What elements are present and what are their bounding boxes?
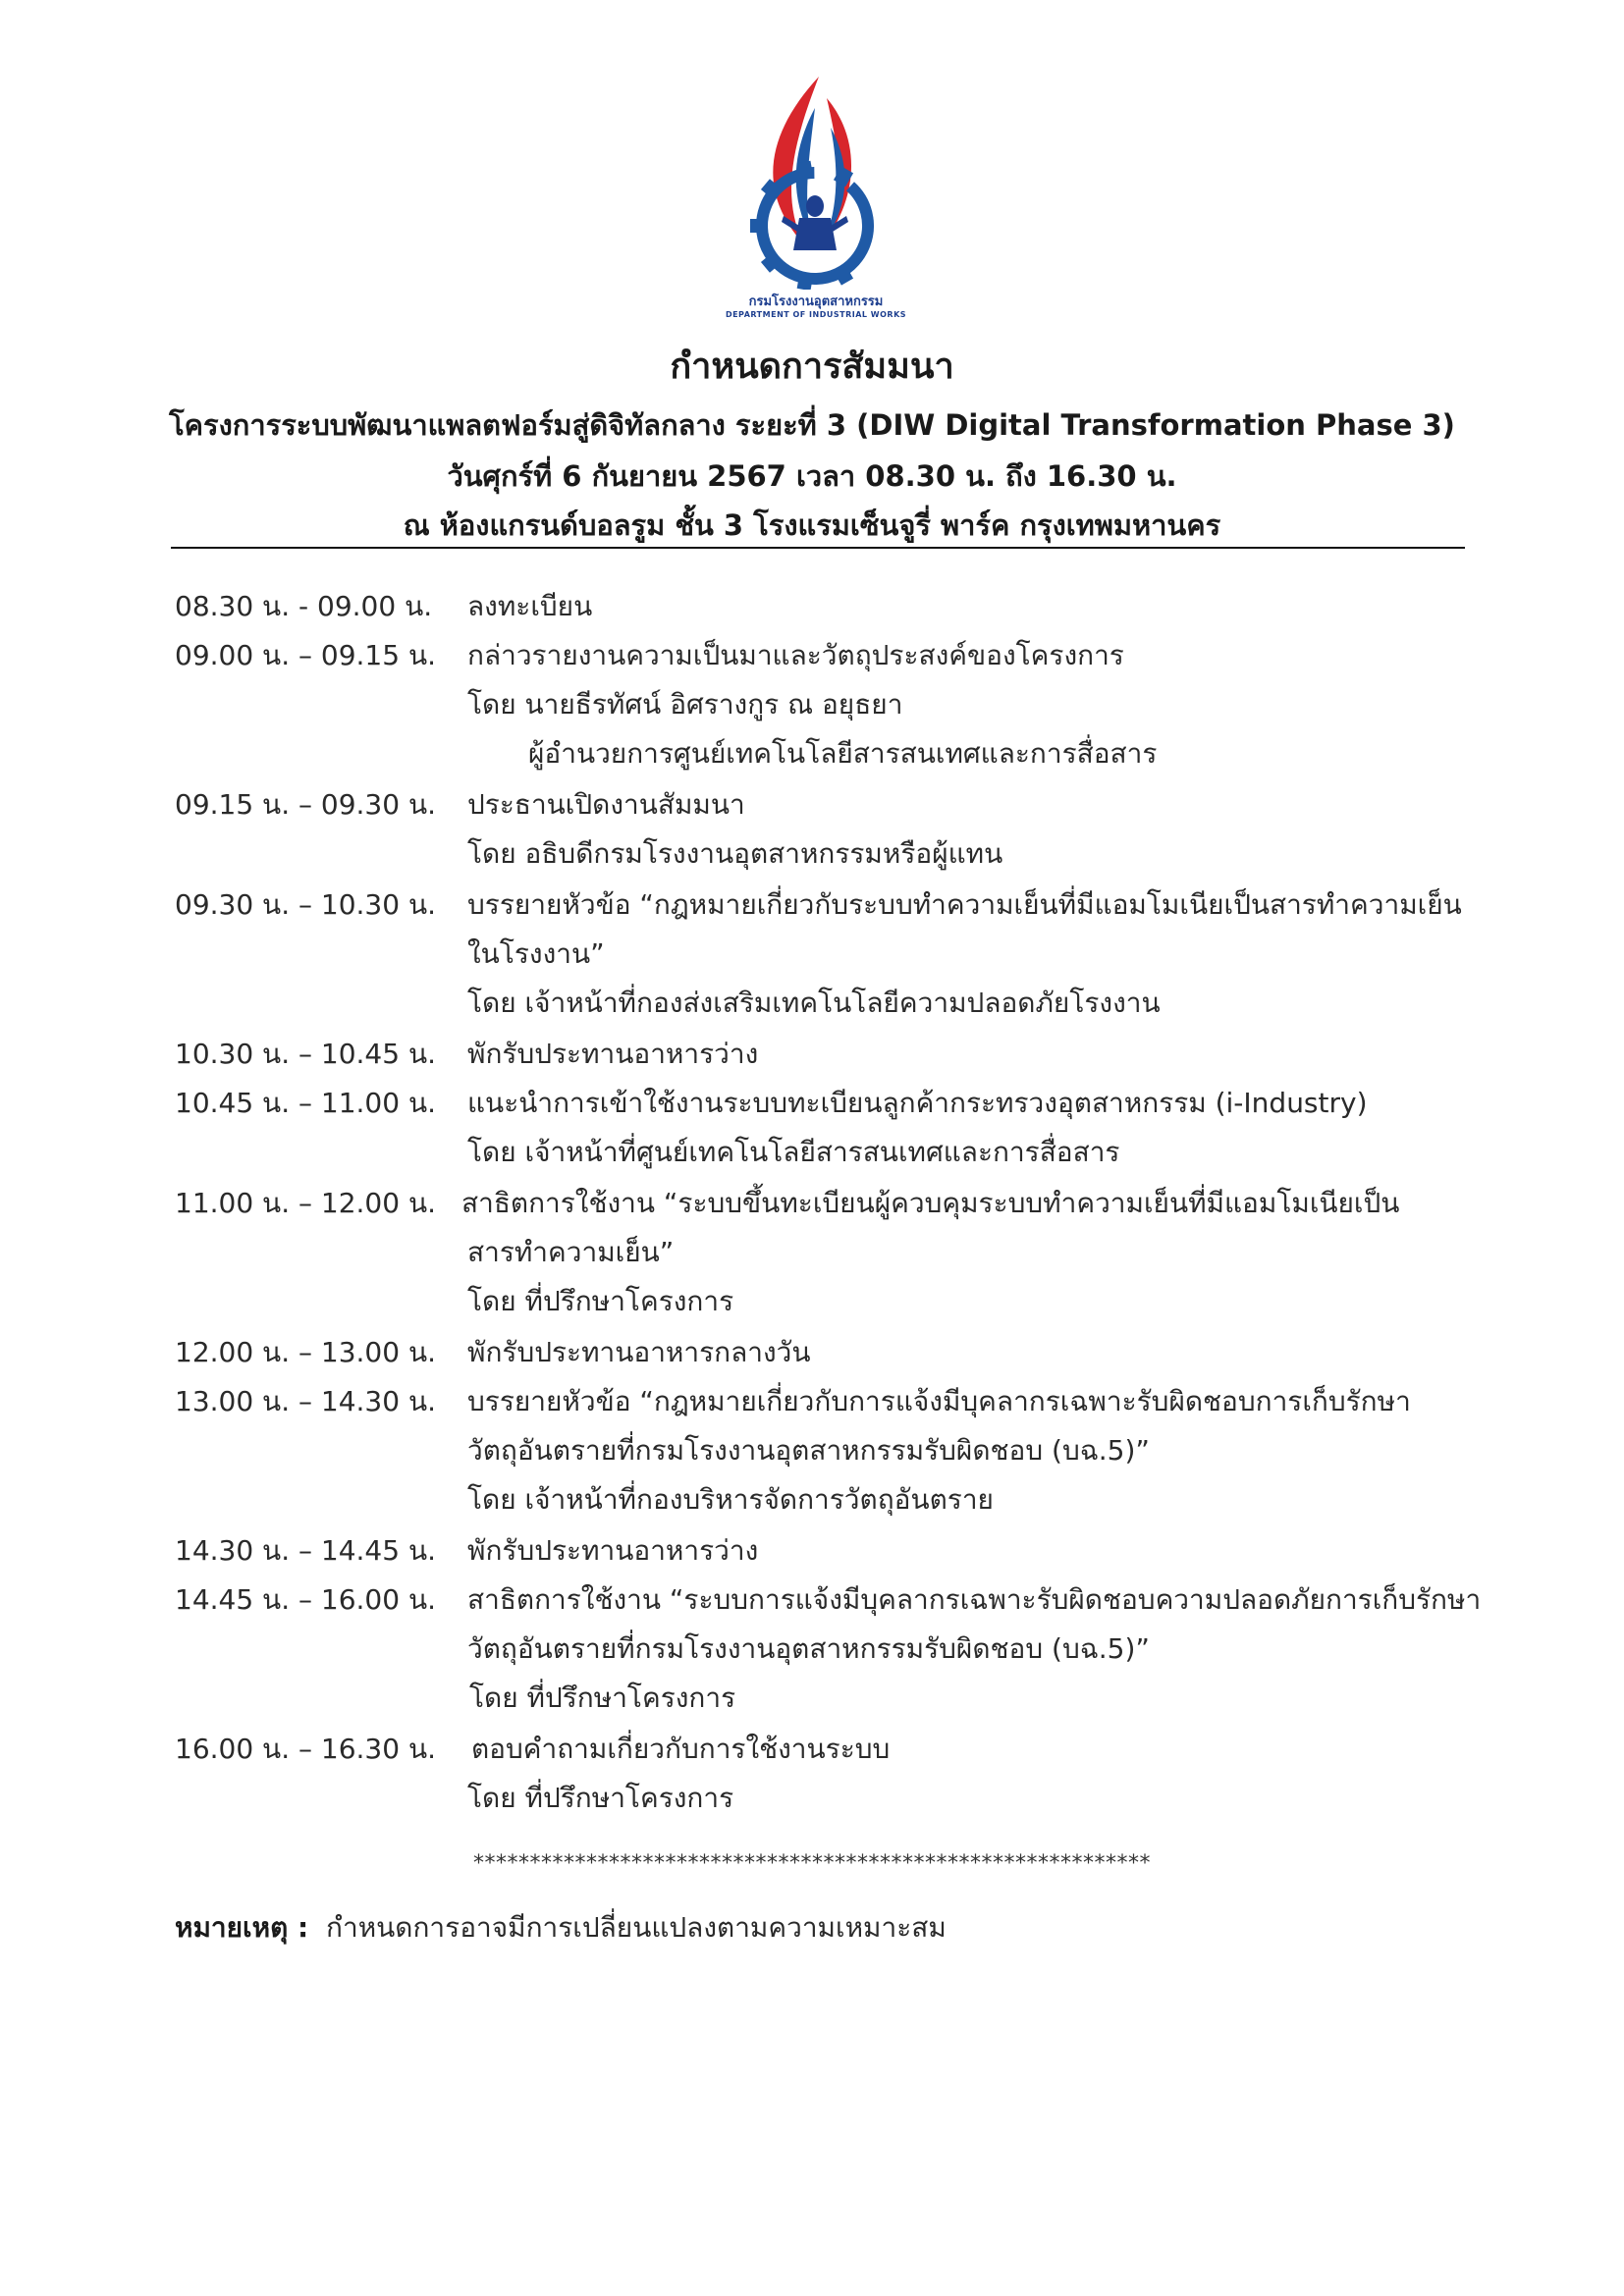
schedule-time: 11.00 น. – 12.00 น. [175, 1187, 436, 1219]
schedule-item: พักรับประทานอาหารว่าง [467, 1534, 759, 1567]
page-title: กำหนดการสัมมนา [670, 347, 954, 387]
schedule-time: 09.30 น. – 10.30 น. [175, 888, 436, 921]
schedule-time: 08.30 น. - 09.00 น. [175, 590, 433, 622]
separator: ************************************************************ [473, 1851, 1151, 1876]
schedule-item: ตอบคำถามเกี่ยวกับการใช้งานระบบ [471, 1733, 891, 1765]
schedule-time: 10.45 น. – 11.00 น. [175, 1087, 436, 1119]
schedule-item: ประธานเปิดงานสัมมนา [467, 788, 745, 821]
logo-name-thai: กรมโรงงานอุตสาหกรรม [748, 294, 884, 309]
schedule-item: บรรยายหัวข้อ “กฎหมายเกี่ยวกับระบบทำความเย็นที่มีแอมโมเนียเป็นสารทำความเย็น [467, 888, 1462, 921]
schedule-item: กล่าวรายงานความเป็นมาและวัตถุประสงค์ของโครงการ [467, 639, 1124, 671]
project-name: โครงการระบบพัฒนาแพลตฟอร์มสู่ดิจิทัลกลาง ระยะที่ 3 (DIW Digital Transformation Phase 3) [169, 408, 1455, 442]
schedule-presenter: โดย เจ้าหน้าที่กองบริหารจัดการวัตถุอันตราย [467, 1483, 994, 1516]
schedule-time: 12.00 น. – 13.00 น. [175, 1336, 436, 1368]
schedule-time: 14.30 น. – 14.45 น. [175, 1534, 436, 1567]
schedule-time: 14.45 น. – 16.00 น. [175, 1583, 436, 1616]
schedule-presenter-title: ผู้อำนวยการศูนย์เทคโนโลยีสารสนเทศและการสื่อสาร [528, 737, 1158, 770]
schedule-presenter: โดย เจ้าหน้าที่กองส่งเสริมเทคโนโลยีความปลอดภัยโรงงาน [467, 987, 1161, 1019]
schedule-item: ลงทะเบียน [467, 590, 593, 622]
note-text: กำหนดการอาจมีการเปลี่ยนแปลงตามความเหมาะสม [326, 1911, 947, 1944]
schedule-item: บรรยายหัวข้อ “กฎหมายเกี่ยวกับการแจ้งมีบุคลากรเฉพาะรับผิดชอบการเก็บรักษา [467, 1385, 1411, 1417]
header-divider [171, 547, 1465, 549]
schedule-time: 16.00 น. – 16.30 น. [175, 1733, 436, 1765]
schedule-item: พักรับประทานอาหารว่าง [467, 1038, 759, 1070]
schedule-time: 09.00 น. – 09.15 น. [175, 639, 436, 671]
schedule-item-continued: วัตถุอันตรายที่กรมโรงงานอุตสาหกรรมรับผิดชอบ (บฉ.5)” [467, 1632, 1150, 1665]
schedule-item-continued: ในโรงงาน” [467, 937, 605, 970]
note [175, 1906, 947, 1949]
logo-name-english: DEPARTMENT OF INDUSTRIAL WORKS [725, 310, 907, 319]
schedule-item: พักรับประทานอาหารกลางวัน [467, 1336, 811, 1368]
schedule-time: 10.30 น. – 10.45 น. [175, 1038, 436, 1070]
event-date: วันศุกร์ที่ 6 กันยายน 2567 เวลา 08.30 น. ถึง 16.30 น. [447, 459, 1177, 493]
note-label: หมายเหตุ : [175, 1911, 309, 1944]
schedule-presenter: โดย ที่ปรึกษาโครงการ [469, 1682, 736, 1714]
diw-logo-icon [713, 69, 919, 290]
schedule-item: สาธิตการใช้งาน “ระบบการแจ้งมีบุคลากรเฉพาะรับผิดชอบความปลอดภัยการเก็บรักษา [467, 1583, 1482, 1616]
schedule-item: สาธิตการใช้งาน “ระบบขึ้นทะเบียนผู้ควบคุมระบบทำความเย็นที่มีแอมโมเนียเป็น [461, 1187, 1400, 1219]
schedule-presenter: โดย ที่ปรึกษาโครงการ [467, 1782, 734, 1814]
schedule-item-continued: สารทำความเย็น” [467, 1236, 675, 1268]
schedule-item: แนะนำการเข้าใช้งานระบบทะเบียนลูกค้ากระทรวงอุตสาหกรรม (i-Industry) [467, 1087, 1368, 1119]
schedule-presenter: โดย เจ้าหน้าที่ศูนย์เทคโนโลยีสารสนเทศและการสื่อสาร [467, 1136, 1120, 1168]
schedule-presenter: โดย นายธีรทัศน์ อิศรางกูร ณ อยุธยา [467, 688, 903, 721]
schedule-item-continued: วัตถุอันตรายที่กรมโรงงานอุตสาหกรรมรับผิดชอบ (บฉ.5)” [467, 1434, 1150, 1467]
event-venue: ณ ห้องแกรนด์บอลรูม ชั้น 3 โรงแรมเซ็นจูรี่ พาร์ค กรุงเทพมหานคร [403, 508, 1221, 542]
schedule-time: 09.15 น. – 09.30 น. [175, 788, 436, 821]
schedule-presenter: โดย อธิบดีกรมโรงงานอุตสาหกรรมหรือผู้แทน [467, 837, 1003, 870]
diw-logo [713, 69, 919, 334]
schedule-time: 13.00 น. – 14.30 น. [175, 1385, 436, 1417]
schedule-presenter: โดย ที่ปรึกษาโครงการ [467, 1285, 734, 1317]
